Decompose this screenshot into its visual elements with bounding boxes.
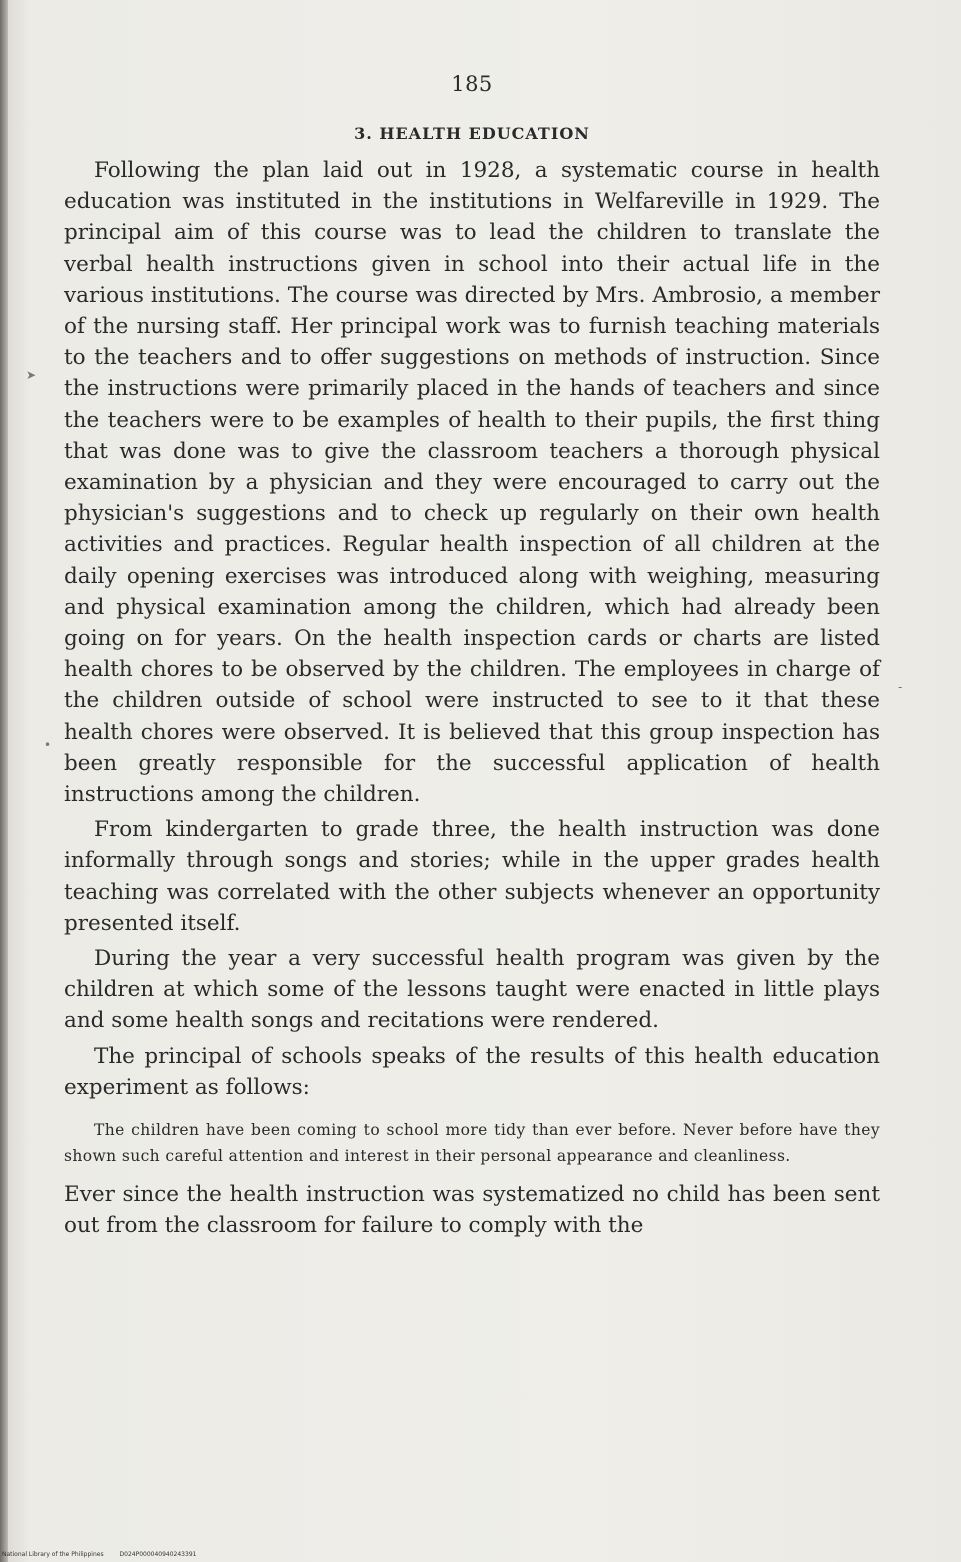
block-quote: The children have been coming to school more tidy than ever before. Never before have they shown such careful attention and interest in their personal appearance and cleanliness. — [64, 1121, 880, 1166]
page-spine-shadow — [0, 0, 8, 1562]
closing-paragraph: Ever since the health instruction was systematized no child has been sent out from the classroom for failure to comply with the — [64, 1182, 880, 1239]
footer-library: National Library of the Philippines — [2, 1551, 104, 1558]
paragraph-2: From kindergarten to grade three, the health instruction was done informally through songs and stories; while in the upper grades health teaching was correlated with the other subjects whenever an opportunity presented itself. — [64, 817, 880, 936]
paragraph-1: Following the plan laid out in 1928, a systematic course in health education was instituted in the institutions in Welfareville in 1929. The principal aim of this course was to lead the children to translate the verbal health instructions given in school into their actual life in the various institutions. The course was directed by Mrs. Ambrosio, a member of the nursing staff. Her principal work was to furnish teaching materials to the teachers and to offer suggestions on methods of instruction. Since the instructions were primarily placed in the hands of teachers and since the teachers were to be examples of health to their pupils, the first thing that was done was to give the classroom teachers a thorough physical examination by a physician and they were encouraged to carry out the physician's suggestions and to check up regularly on their own health activities and practices. Regular health inspection of all children at the daily opening exercises was introduced along with weighing, measuring and physical examination among the children, which had already been going on for years. On the health inspection cards or charts are listed health chores to be observed by the children. The employees in charge of the children outside of school were instructed to see to it that these health chores were observed. It is believed that this group inspection has been greatly responsible for the successful application of health instructions among the children. — [64, 158, 880, 808]
page-number: 185 — [451, 72, 493, 96]
paragraph-4: The principal of schools speaks of the results of this health education experiment as follows: — [64, 1043, 880, 1100]
footer-code: D024P000040940243391 — [119, 1551, 197, 1558]
paragraph-3: During the year a very successful health program was given by the children at which some of the lessons taught were enacted in little plays and some health songs and recitations were rendered. — [64, 946, 880, 1034]
section-heading: 3. HEALTH EDUCATION — [354, 124, 590, 143]
margin-dash: - — [898, 680, 903, 694]
scan-footer — [2, 1551, 210, 1558]
margin-mark: ➤ — [26, 368, 37, 382]
margin-dot: • — [44, 738, 52, 752]
page-text — [64, 72, 880, 1246]
